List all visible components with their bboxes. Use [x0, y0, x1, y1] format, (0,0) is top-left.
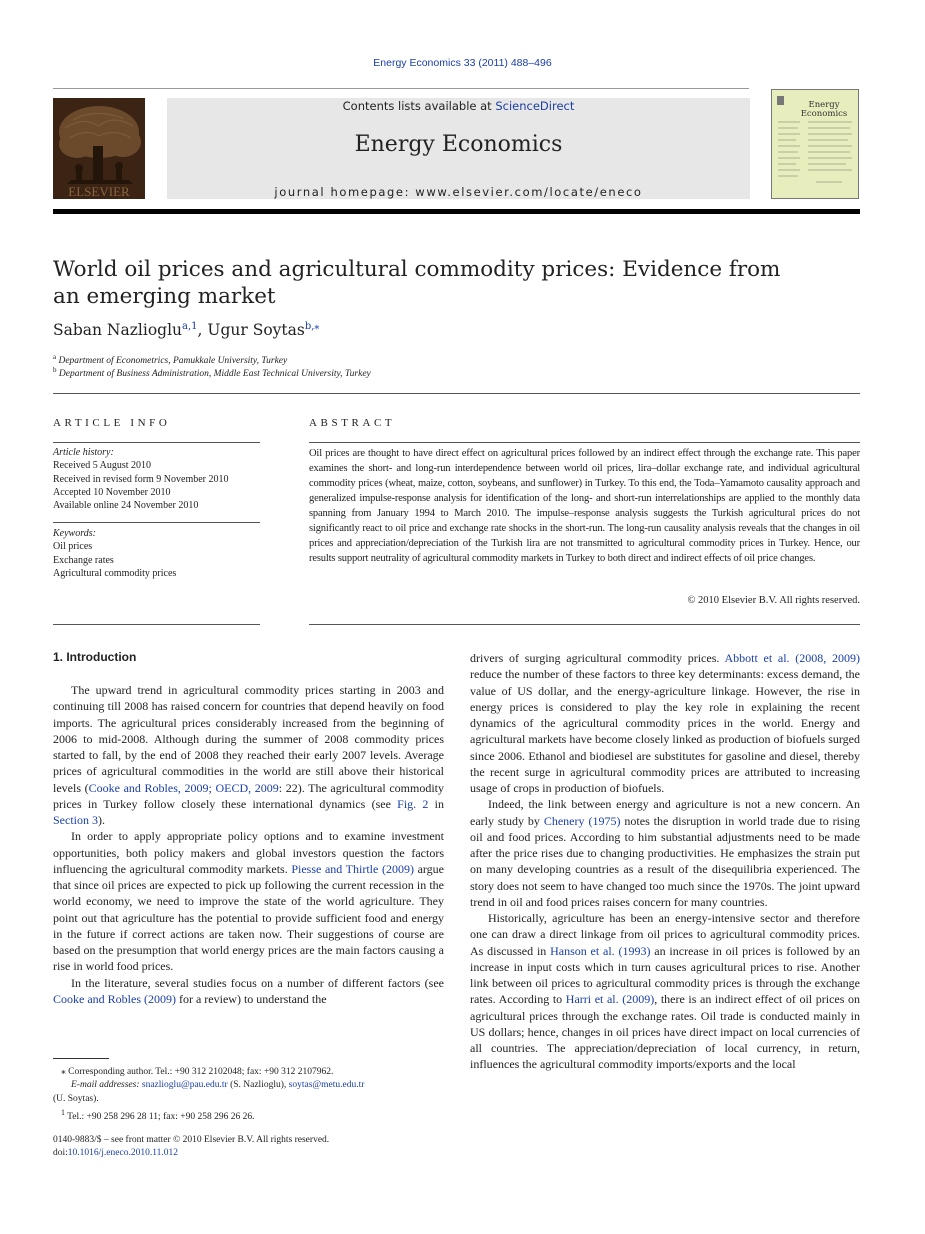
elsevier-tree-icon	[53, 98, 145, 199]
article-title: World oil prices and agricultural commodity prices: Evidence from an emerging market	[53, 257, 781, 309]
header-thick-rule	[53, 209, 860, 214]
author-name[interactable]: Saban Nazlioglu	[53, 321, 183, 340]
divider	[53, 442, 260, 443]
citation-link[interactable]: Cooke and Robles, 2009; OECD, 2009	[88, 780, 279, 795]
citation-link[interactable]: Energy Economics 33 (2011) 488–496	[373, 57, 552, 69]
paragraph: In order to apply appropriate policy options and to examine investment opportunities, both policy makers and global investors question the factors influencing the agricultural commodity markets. Piesse and Thirtle (2009) argue that since oil prices are expected to pick up following the current recession in the world economy, we need to improve the state of the world agriculture. They point out that agriculture has the potential to provide sufficient food and energy in the future if correct actions are taken now. Their suggestions of course are based on the presumption that world energy prices are the main factors causing a rise in world food prices.	[53, 829, 444, 974]
divider	[53, 522, 260, 523]
svg-text:Energy: Energy	[808, 100, 840, 110]
author-marks[interactable]: a,1	[182, 321, 198, 332]
abstract-text: Oil prices are thought to have direct effect on agricultural prices followed by an indirect effect through the exchange rate. This paper examines the short- and long-run interdependence between world oil prices, lira–dollar exchange rate, and individual agricultural commodity prices (wheat, maize, cotton, soybeans, and sunflower) in Turkey. To this end, the Toda–Yamamoto causality approach and generalized impulse-response analysis for identification of the long- and short-run interrelationships are applied to the monthly data spanning from January 1994 to March 2010. The impulse–response analysis suggests the Turkish agricultural prices do not significantly react to oil price and exchange rate shocks in the short-run. The long-run causality analysis reveals that the changes in oil prices and appreciation/depreciation of the Turkish lira are not transmitted to agricultural commodity prices in Turkey. Hence, our results support neutrality of agricultural commodity markets in Turkey to both direct and indirect effects of oil price changes.	[309, 448, 860, 564]
citation-link[interactable]: Cooke and Robles (2009)	[53, 991, 176, 1006]
author-name[interactable]: Ugur Soytas	[207, 321, 305, 340]
author-marks[interactable]: b,⁎	[304, 321, 320, 332]
front-matter	[53, 1134, 444, 1161]
citation-link[interactable]: Abbott et al. (2008, 2009)	[724, 651, 860, 665]
article-info-heading: ARTICLE INFO	[53, 417, 171, 429]
keyword-item: Oil prices	[53, 541, 93, 553]
affiliation-a: $^a$ Department of Econometrics, Pamukkale University, Turkey	[53, 353, 288, 367]
journal-homepage[interactable]: journal homepage: www.elsevier.com/locate/eneco	[274, 185, 643, 199]
journal-cover	[771, 89, 859, 199]
history-item: Received in revised form 9 November 2010	[53, 473, 229, 485]
paragraph: Indeed, the link between energy and agriculture is not a new concern. An early study by Chenery (1975) notes the disruption in world trade due to rising oil and food prices. According to him substantial adjustments need to be made after the price rises due to changing productivities. He emphasizes the strain put on many developing countries as a result of the disequilibria experienced. The story does not seem to have changed too much since the 1970s. The joint upward trend in oil and food prices raises concern for many countries.	[470, 797, 860, 909]
elsevier-logo	[53, 98, 145, 199]
paragraph: In the literature, several studies focus on a number of different factors (see Cooke and Robles (2009) for a review) to understand the	[53, 975, 444, 1006]
issn-line: 0140-9883/$ – see front matter © 2010 Elsevier B.V. All rights reserved.	[53, 1135, 330, 1145]
divider	[309, 624, 860, 625]
body-column-left	[53, 682, 444, 1007]
journal-title: Energy Economics	[354, 132, 563, 157]
corresponding-author-note: ⁎ Corresponding author. Tel.: +90 312 2102048; fax: +90 312 2107962.	[61, 1067, 334, 1077]
keywords: Keywords: Oil prices Exchange rates Agricultural commodity prices	[53, 527, 263, 580]
keyword-item: Agricultural commodity prices	[53, 567, 177, 579]
paragraph: Historically, agriculture has been an energy-intensive sector and therefore one can draw a direct linkage from oil prices to agricultural commodity prices. As discussed in Hanson et al. (1993) an increase in oil prices is followed by an increase in input costs which in turn causes agricultural prices to rise. Another link between oil prices to agricultural commodity prices is through the exchange rates. According to Harri et al. (2009), there is an indirect effect of oil prices on agricultural prices through the exchange rates. Oil trade is conducted mainly in US dollars; hence, changes in oil prices have direct impact on local currencies of all countries. The appreciation/depreciation of local currency, in return, influences the agricultural commodity imports/exports and the local	[470, 911, 860, 1072]
figure-link[interactable]: Fig. 2	[397, 796, 429, 811]
contents-line: Contents lists available at ScienceDirect	[342, 99, 575, 113]
doi-link[interactable]: 10.1016/j.eneco.2010.11.012	[67, 1148, 178, 1159]
affiliation-b: $^b$ Department of Business Administration, Middle East Technical University, Turkey	[53, 366, 371, 380]
keyword-item: Exchange rates	[53, 554, 114, 566]
section-heading: 1. Introduction	[53, 650, 137, 664]
paragraph: drivers of surging agricultural commodity prices. Abbott et al. (2008, 2009) reduce the number of these factors to three key determinants: excess demand, the value of US dollar, and the energy-agriculture linkage. However, the rise in energy prices is considered to play the key role in explaining the recent dynamics of the agricultural commodity prices in the world. Energy and agricultural markets have become closely linked as production of biofuels surged since 2006. Ethanol and biodiesel are substitutes for gasoline and diesel, thereby the recent surge in agricultural commodity prices are attributed to increasing usage of crops in production of biofuels.	[470, 651, 860, 795]
history-item: Received 5 August 2010	[53, 460, 152, 472]
citation-link[interactable]: Hanson et al. (1993)	[550, 943, 651, 958]
divider	[53, 624, 260, 625]
footnote-rule	[53, 1058, 109, 1059]
footnote-1: $^1$ Tel.: +90 258 296 28 11; fax: +90 258 296 26 26.	[61, 1107, 255, 1123]
svg-text:Economics: Economics	[800, 109, 848, 119]
email-link[interactable]: soytas@metu.edu.tr	[288, 1080, 365, 1091]
citation-link[interactable]: Chenery (1975)	[543, 813, 621, 828]
doi-line: doi:10.1016/j.eneco.2010.11.012	[53, 1148, 178, 1159]
svg-text:ELSEVIER: ELSEVIER	[68, 184, 130, 199]
author-list: Saban Nazlioglu$^{a,1}$, Ugur Soytas$^{b,⁎}$	[53, 321, 320, 340]
journal-cover-icon	[772, 90, 858, 198]
abstract-copyright: © 2010 Elsevier B.V. All rights reserved.	[687, 595, 860, 606]
journal-citation[interactable]	[0, 57, 925, 69]
history-item: Available online 24 November 2010	[53, 500, 199, 512]
article-history: Article history: Received 5 August 2010 Received in revised form 9 November 2010 Accepted 10 November 2010 Available online 24 November 2010	[53, 446, 263, 512]
footnotes: ⁎ Corresponding author. Tel.: +90 312 2102048; fax: +90 312 2107962. E-mail addresses: snazlioglu@pau.edu.tr (S. Nazlioglu), soytas@metu.edu.tr (U. Soytas). $^1$ Tel.: +90 258 296 28 11; fax: +90 258 296 26 26.	[53, 1066, 444, 1124]
divider	[53, 393, 860, 394]
divider	[309, 442, 860, 443]
body-column-right	[470, 650, 860, 1073]
sciencedirect-link[interactable]: ScienceDirect	[495, 99, 575, 113]
paragraph: The upward trend in agricultural commodity prices starting in 2003 and continuing till 2008 has raised concern for countries that depend heavily on food imports. The agricultural prices considerably increased from the beginning of 2006 to mid-2008. Although during the summer of 2008 commodity prices started to fall, by the end of 2008 they reached their early 2007 levels. Average prices of agricultural commodities in the world are still above their historical levels (Cooke and Robles, 2009; OECD, 2009: 22). The agricultural commodity prices in Turkey follow closely these international dynamics (see Fig. 2 in Section 3).	[53, 683, 445, 827]
header-top-rule	[53, 88, 749, 89]
history-item: Accepted 10 November 2010	[53, 486, 171, 498]
citation-link[interactable]: Piesse and Thirtle (2009)	[291, 861, 414, 876]
email-note: E-mail addresses: snazlioglu@pau.edu.tr (S. Nazlioglu), soytas@metu.edu.tr	[71, 1080, 365, 1091]
citation-link[interactable]: Harri et al. (2009)	[565, 992, 655, 1007]
email-link[interactable]: snazlioglu@pau.edu.tr	[141, 1080, 228, 1091]
section-link[interactable]: Section 3	[53, 813, 98, 827]
abstract-heading: ABSTRACT	[309, 417, 396, 429]
